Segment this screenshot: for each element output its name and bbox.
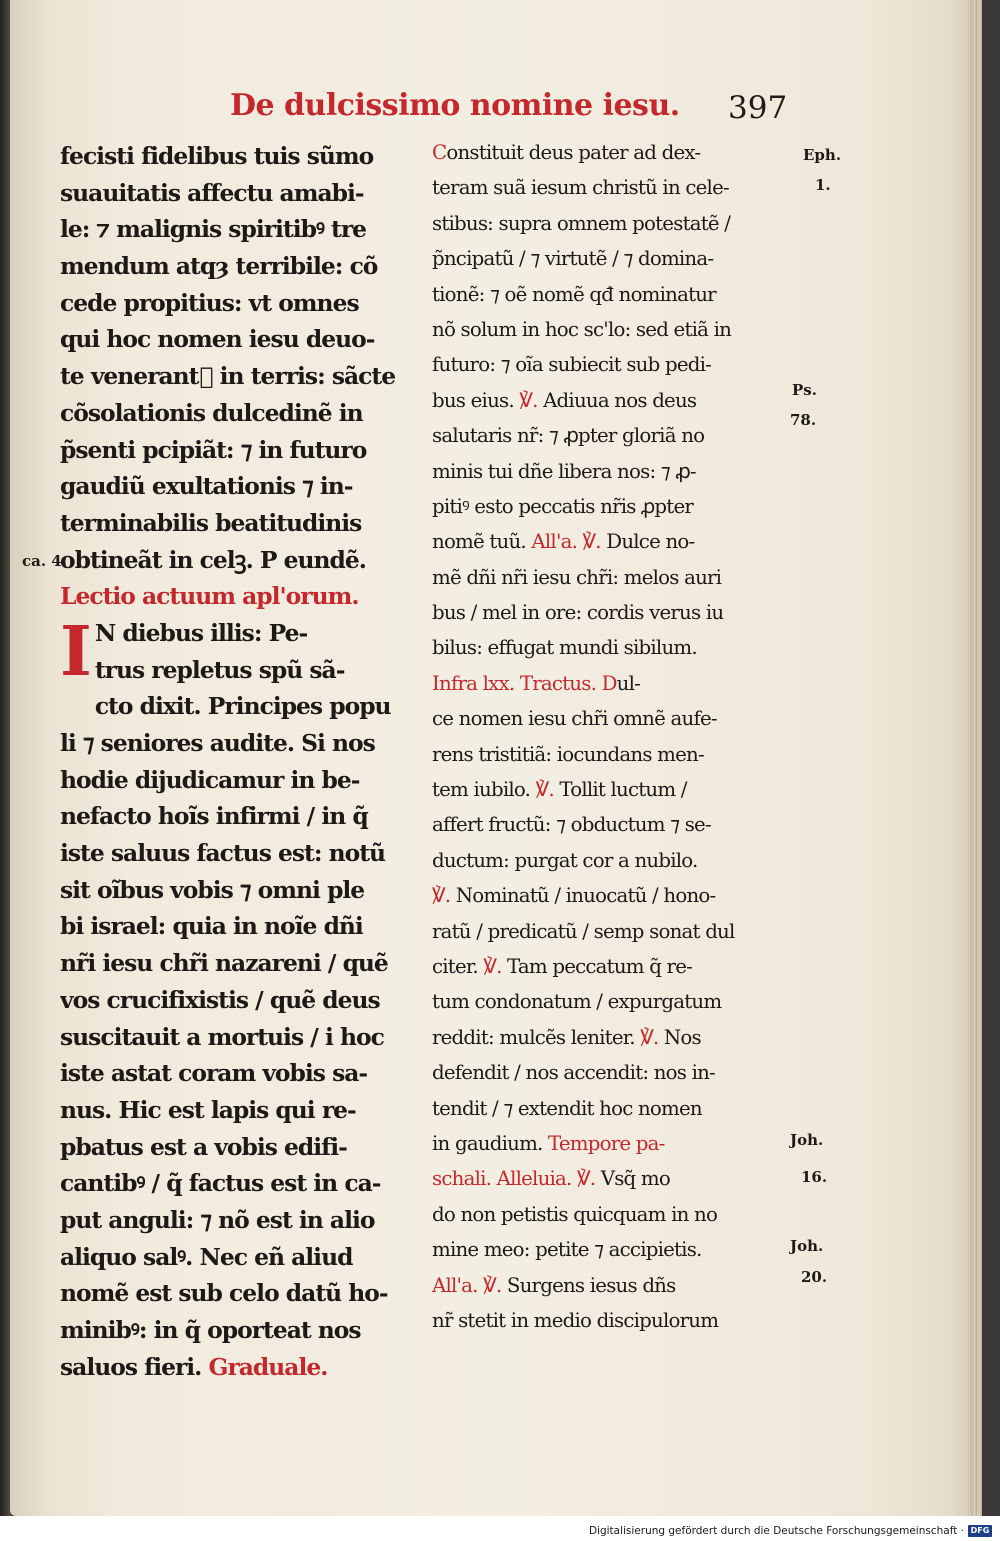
text-line: pbatus est a vobis edifi- (60, 1132, 347, 1161)
text-line (432, 1303, 792, 1338)
last-line-text: saluos fieri. (60, 1352, 202, 1381)
text-line (432, 277, 792, 312)
body-text: Tollit luctum / (553, 778, 687, 802)
lectio-heading: Lectio actuum apl'orum. (60, 582, 359, 611)
body-text: ratũ / predicatũ / semp sonat dul (432, 919, 735, 943)
text-line (432, 560, 792, 595)
text-line: p̃senti pcipiãt: ⁊ in futuro (60, 435, 367, 464)
text-line (432, 630, 792, 665)
margin-note-john-2-number: 20. (801, 1268, 828, 1286)
text-line (432, 701, 792, 736)
text-line: put anguli: ⁊ nõ est in alio (60, 1205, 375, 1234)
body-text: pitiꝰ esto peccatis nr̃is ꝓpter (432, 494, 694, 518)
text-line: te venerantᷓ in terris: sãcte (60, 362, 396, 391)
text-line (432, 135, 792, 170)
body-text: p̃ncipatũ / ⁊ virtutẽ / ⁊ domina- (432, 247, 714, 271)
body-text: in gaudium. (432, 1131, 543, 1155)
body-text: affert fructũ: ⁊ obductum ⁊ se- (432, 813, 711, 837)
text-line: bi israel: quia in noĩe dñi (60, 912, 363, 941)
text-line: nefacto hoĩs infirmi / in q̃ (60, 802, 368, 831)
text-line: trus repletus spũ sã- (94, 655, 345, 684)
text-line (432, 807, 792, 842)
text-line (432, 1091, 792, 1126)
body-text: ul- (616, 671, 640, 695)
body-text: onstituit deus pater ad dex- (446, 141, 701, 164)
body-text: nomẽ tuũ. (432, 530, 526, 554)
body-text: nr̃ stetit in medio discipulorum (432, 1308, 719, 1332)
header-title: De dulcissimo nomine iesu. (230, 88, 680, 123)
text-line: minibꝰ: in q̃ oporteat nos (60, 1316, 361, 1345)
left-column (60, 138, 415, 1385)
text-line: cantibꝰ / q̃ factus est in ca- (60, 1169, 381, 1198)
body-text: minis tui dñe libera nos: ⁊ ꝓ- (432, 459, 696, 483)
dfg-logo: DFG (968, 1525, 992, 1537)
text-line: iste saluus factus est: notũ (60, 839, 386, 868)
body-text: do non petistis quicquam in no (432, 1202, 718, 1226)
text-line: vos crucifixistis / quẽ deus (60, 985, 380, 1014)
text-line (432, 454, 792, 489)
text-line (432, 595, 792, 630)
text-line: nomẽ est sub celo datũ ho- (60, 1279, 388, 1308)
margin-note-psalm: Ps. (792, 381, 817, 399)
text-line (432, 737, 792, 772)
body-text: Adiuua nos deus (537, 388, 697, 412)
rubric-text: Tempore pa- (542, 1131, 665, 1155)
footer-credit (589, 1523, 992, 1539)
folio-number: 397 (728, 90, 788, 126)
rubric-text: All'a. ℣. (525, 530, 601, 554)
running-header (230, 88, 790, 130)
body-text: stibus: supra omnem potestatẽ / (432, 211, 731, 235)
rubric-text: C (432, 141, 447, 164)
body-text: bus eius. (432, 388, 514, 412)
text-line (432, 949, 792, 984)
body-text: Nos (658, 1025, 701, 1049)
body-text: tum condonatum / expurgatum (432, 990, 722, 1014)
body-text: citer. (432, 954, 478, 978)
right-column (432, 135, 792, 1338)
rubric-text: Infra lxx. Tractus. (432, 671, 597, 695)
text-line: N diebus illis: Pe- (94, 618, 308, 647)
text-line: obtineãt in celꝫ. P eundẽ. (60, 545, 366, 574)
body-text: mẽ dñi nr̃i iesu chr̃i: melos auri (432, 565, 722, 589)
text-line (432, 524, 792, 559)
text-line: suauitatis affectu amabi- (60, 178, 364, 207)
text-line: mendum atqȝ terribile: cõ (60, 252, 378, 281)
text-line (432, 914, 792, 949)
text-line (432, 878, 792, 913)
margin-note-ephesians: Eph. (803, 146, 842, 164)
text-line: sit oĩbus vobis ⁊ omni ple (60, 875, 365, 904)
text-line (432, 772, 792, 807)
text-line (432, 984, 792, 1019)
rubric-text: ℣. (530, 778, 554, 802)
text-line (432, 1161, 792, 1196)
rubric-text: ℣. (634, 1025, 659, 1049)
text-line: iste astat coram vobis sa- (60, 1059, 368, 1088)
body-text: Nominatũ / inuocatũ / hono- (450, 884, 716, 908)
text-line (432, 1020, 792, 1055)
rubric-text: schali. Alleluia. ℣. (432, 1167, 596, 1191)
text-line (432, 1232, 792, 1267)
text-line: qui hoc nomen iesu deuo- (60, 325, 375, 354)
body-text: Dulce no- (600, 530, 695, 554)
text-line (60, 1349, 415, 1386)
margin-note-ephesians-number: 1. (815, 176, 831, 194)
text-line (432, 843, 792, 878)
body-text: defendit / nos accendit: nos in- (432, 1061, 715, 1085)
margin-note-chapter: ca. 4. (22, 552, 67, 570)
lectio-opening (60, 611, 415, 692)
initial-letter: I (60, 611, 91, 692)
body-text: tionẽ: ⁊ oẽ nomẽ qđ nominatur (432, 282, 716, 306)
body-text: bus / mel in ore: cordis verus iu (432, 601, 724, 625)
text-line: hodie dijudicamur in be- (60, 765, 360, 794)
body-text: bilus: effugat mundi sibilum. (432, 636, 697, 660)
text-line: fecisti fidelibus tuis sũmo (60, 142, 374, 170)
rubric-text: ℣. (513, 388, 538, 412)
margin-note-john-2: Joh. (790, 1237, 824, 1255)
body-text: tendit / ⁊ extendit hoc nomen (432, 1096, 702, 1120)
text-line: aliquo salꝰ. Nec eñ aliud (60, 1242, 353, 1271)
text-line: le: ⁊ malignis spiritibꝰ tre (60, 215, 367, 244)
text-line (432, 1126, 792, 1161)
text-line (432, 312, 792, 347)
body-text: futuro: ⁊ oĩa subiecit sub pedi- (432, 353, 712, 377)
text-line (432, 1055, 792, 1090)
body-text: teram suã iesum christũ in cele- (432, 176, 729, 200)
text-line: suscitauit a mortuis / i hoc (60, 1022, 384, 1051)
body-text: Tam peccatum q̃ re- (501, 954, 692, 978)
margin-note-john-1-number: 16. (801, 1168, 828, 1186)
text-line (432, 666, 792, 701)
text-line: terminabilis beatitudinis (60, 508, 362, 537)
text-line (432, 489, 792, 524)
rubric-text: All'a. ℣. (432, 1273, 502, 1297)
body-text: nõ solum in hoc sc'lo: sed etiã in (432, 317, 732, 341)
body-text: rens tristitiã: iocundans men- (432, 742, 704, 766)
footer-credit-text: Digitalisierung gefördert durch die Deutsche Forschungsgemeinschaft · (588, 1525, 964, 1537)
rubric-text: D (596, 671, 617, 695)
text-line (432, 170, 792, 205)
body-text: reddit: mulcẽs leniter. (432, 1025, 635, 1049)
text-line (432, 347, 792, 382)
body-text: Surgens iesus dñs (501, 1273, 676, 1297)
body-text: tem iubilo. (432, 778, 531, 802)
margin-note-psalm-number: 78. (790, 411, 817, 429)
page-edges (968, 0, 982, 1516)
text-line: cede propitius: vt omnes (60, 288, 359, 317)
graduale-label: Graduale. (208, 1352, 328, 1381)
rubric-text: ℣. (477, 954, 502, 978)
body-text: mine meo: petite ⁊ accipietis. (432, 1238, 702, 1262)
text-line (432, 241, 792, 276)
text-line (432, 1197, 792, 1232)
text-line (432, 418, 792, 453)
text-line (432, 383, 792, 418)
text-line: nr̃i iesu chr̃i nazareni / quẽ (60, 949, 388, 978)
text-line: li ⁊ seniores audite. Si nos (60, 729, 375, 758)
text-line: gaudiũ exultationis ⁊ in- (60, 472, 353, 501)
body-text: ductum: purgat cor a nubilo. (432, 848, 698, 872)
text-line: cõsolationis dulcedinẽ in (60, 398, 363, 427)
rubric-text: ℣. (432, 884, 451, 908)
margin-note-john-1: Joh. (790, 1131, 824, 1149)
text-line: cto dixit. Principes popu (94, 692, 391, 721)
body-text: salutaris nr̃: ⁊ ꝓpter gloriã no (432, 424, 705, 448)
text-line (432, 206, 792, 241)
body-text: Vsq̃ mo (595, 1167, 670, 1191)
body-text: ce nomen iesu chr̃i omnẽ aufe- (432, 707, 717, 731)
text-line (432, 1268, 792, 1303)
text-line: nus. Hic est lapis qui re- (60, 1095, 356, 1124)
